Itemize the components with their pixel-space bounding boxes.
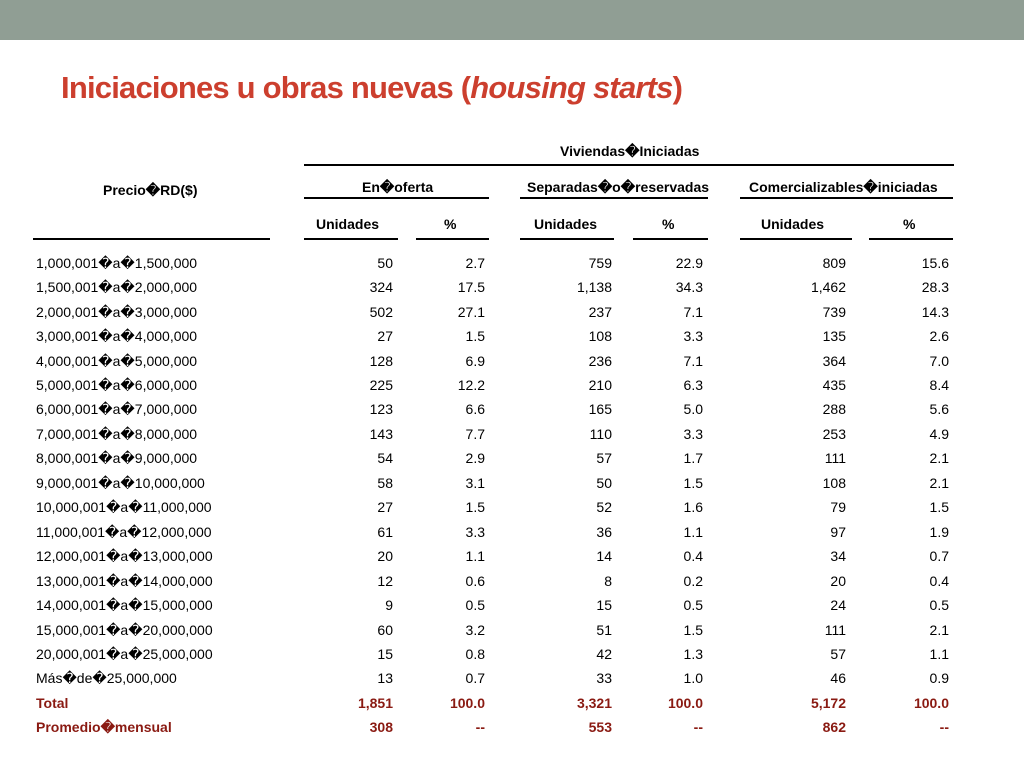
table-row: 6,000,001�a�7,000,000 123 6.6 165 5.0 288 5.6	[36, 401, 949, 417]
unit-header: Unidades	[316, 216, 380, 232]
table-row: Más�de�25,000,000 13 0.7 33 1.0 46 0.9	[36, 670, 949, 686]
table-row: 14,000,001�a�15,000,000 9 0.5 15 0.5 24 0.5	[36, 597, 949, 613]
unit-header: Unidades	[761, 216, 825, 232]
table-row: 20,000,001�a�25,000,000 15 0.8 42 1.3 57 1.1	[36, 646, 949, 662]
sub-header-rule-2	[520, 197, 708, 199]
table-row: 2,000,001�a�3,000,000 502 27.1 237 7.1 739 14.3	[36, 304, 949, 320]
price-header: Precio�RD($)	[103, 182, 198, 198]
unit-header: Unidades	[534, 216, 598, 232]
table-row: 10,000,001�a�11,000,000 27 1.5 52 1.6 79 1.5	[36, 499, 949, 515]
sub-header-rule-3	[740, 197, 953, 199]
sub-header-en-oferta: En�oferta	[362, 179, 434, 195]
table-row: 8,000,001�a�9,000,000 54 2.9 57 1.7 111 2.1	[36, 450, 949, 466]
table-row: 15,000,001�a�20,000,000 60 3.2 51 1.5 111 2.1	[36, 622, 949, 638]
table-row: 13,000,001�a�14,000,000 12 0.6 8 0.2 20 0.4	[36, 573, 949, 589]
unit-header: %	[903, 216, 916, 232]
table-row: 12,000,001�a�13,000,000 20 1.1 14 0.4 34 0.7	[36, 548, 949, 564]
table-row: 1,500,001�a�2,000,000 324 17.5 1,138 34.3 1,462 28.3	[36, 279, 949, 295]
group-header-rule	[304, 164, 954, 166]
table-row: 5,000,001�a�6,000,000 225 12.2 210 6.3 435 8.4	[36, 377, 949, 393]
slide-title: Iniciaciones u obras nuevas (housing starts)	[61, 70, 683, 105]
sub-header-comercializables: Comercializables�iniciadas	[749, 179, 938, 195]
unit-header: %	[444, 216, 457, 232]
header-bottom-rule	[869, 238, 953, 240]
group-header: Viviendas�Iniciadas	[560, 143, 700, 159]
top-bar	[0, 0, 1024, 40]
monthly-average-row: Promedio�mensual 308 -- 553 -- 862 --	[36, 719, 949, 735]
header-bottom-rule	[633, 238, 708, 240]
unit-header: %	[662, 216, 675, 232]
header-bottom-rule	[520, 238, 614, 240]
header-bottom-rule	[416, 238, 489, 240]
table-row: 7,000,001�a�8,000,000 143 7.7 110 3.3 253 4.9	[36, 426, 949, 442]
sub-header-rule-1	[304, 197, 489, 199]
header-bottom-rule	[304, 238, 398, 240]
total-row: Total 1,851 100.0 3,321 100.0 5,172 100.0	[36, 695, 949, 711]
header-bottom-rule	[740, 238, 852, 240]
header-bottom-rule	[33, 238, 270, 240]
slide-title-italic: housing starts	[470, 70, 673, 105]
table-row: 4,000,001�a�5,000,000 128 6.9 236 7.1 364 7.0	[36, 353, 949, 369]
sub-header-separadas: Separadas�o�reservadas	[527, 179, 710, 195]
table-row: 3,000,001�a�4,000,000 27 1.5 108 3.3 135 2.6	[36, 328, 949, 344]
table-row: 1,000,001�a�1,500,000 50 2.7 759 22.9 809 15.6	[36, 255, 949, 271]
table-row: 11,000,001�a�12,000,000 61 3.3 36 1.1 97 1.9	[36, 524, 949, 540]
table-row: 9,000,001�a�10,000,000 58 3.1 50 1.5 108 2.1	[36, 475, 949, 491]
